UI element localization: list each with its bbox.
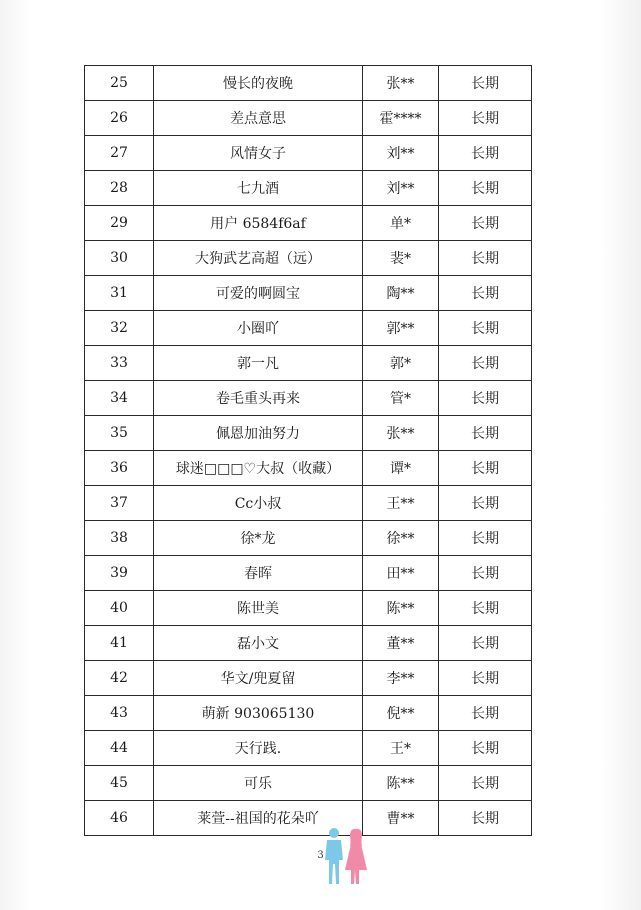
cell-number: 28	[85, 171, 154, 206]
cell-nickname: 佩恩加油努力	[154, 416, 363, 451]
cell-type: 长期	[439, 661, 532, 696]
cell-nickname: 慢长的夜晚	[154, 66, 363, 101]
cell-type: 长期	[439, 766, 532, 801]
cell-name: 田**	[363, 556, 439, 591]
cell-name: 陶**	[363, 276, 439, 311]
cell-name: 谭*	[363, 451, 439, 486]
table-row	[85, 66, 532, 101]
cell-nickname: 球迷□□□♡大叔（收藏）	[154, 451, 363, 486]
table-row	[85, 451, 532, 486]
cell-type: 长期	[439, 731, 532, 766]
cell-type: 长期	[439, 311, 532, 346]
cell-number: 26	[85, 101, 154, 136]
cell-name: 霍****	[363, 101, 439, 136]
cell-name: 郭**	[363, 311, 439, 346]
cell-number: 43	[85, 696, 154, 731]
cell-number: 30	[85, 241, 154, 276]
cell-name: 徐**	[363, 521, 439, 556]
cell-type: 长期	[439, 206, 532, 241]
cell-number: 38	[85, 521, 154, 556]
cell-number: 34	[85, 381, 154, 416]
cell-nickname: 七九酒	[154, 171, 363, 206]
cell-name: 董**	[363, 626, 439, 661]
cell-name: 曹**	[363, 801, 439, 836]
cell-number: 29	[85, 206, 154, 241]
cell-nickname: 风情女子	[154, 136, 363, 171]
cell-nickname: 卷毛重头再来	[154, 381, 363, 416]
cell-type: 长期	[439, 556, 532, 591]
cell-name: 郭*	[363, 346, 439, 381]
cell-type: 长期	[439, 486, 532, 521]
cell-name: 刘**	[363, 136, 439, 171]
table-row	[85, 521, 532, 556]
roster-table	[84, 65, 532, 836]
table-row	[85, 696, 532, 731]
cell-type: 长期	[439, 591, 532, 626]
cell-name: 陈**	[363, 766, 439, 801]
cell-nickname: 郭一凡	[154, 346, 363, 381]
cell-number: 45	[85, 766, 154, 801]
cell-name: 张**	[363, 416, 439, 451]
cell-nickname: 春晖	[154, 556, 363, 591]
table-row	[85, 241, 532, 276]
cell-nickname: 磊小文	[154, 626, 363, 661]
table-row	[85, 591, 532, 626]
table-row	[85, 731, 532, 766]
cell-nickname: 差点意思	[154, 101, 363, 136]
cell-nickname: 可乐	[154, 766, 363, 801]
male-figure	[325, 828, 343, 884]
table-row	[85, 801, 532, 836]
cell-name: 刘**	[363, 171, 439, 206]
cell-nickname: 小圈吖	[154, 311, 363, 346]
cell-name: 张**	[363, 66, 439, 101]
cell-nickname: 陈世美	[154, 591, 363, 626]
cell-name: 管*	[363, 381, 439, 416]
table-row	[85, 416, 532, 451]
cell-name: 单*	[363, 206, 439, 241]
cell-nickname: 萌新 903065130	[154, 696, 363, 731]
cell-nickname: 莱萱--祖国的花朵吖	[154, 801, 363, 836]
cell-number: 37	[85, 486, 154, 521]
cell-number: 32	[85, 311, 154, 346]
table-row	[85, 206, 532, 241]
table-row	[85, 626, 532, 661]
table-row	[85, 136, 532, 171]
cell-number: 40	[85, 591, 154, 626]
table-row	[85, 101, 532, 136]
cell-type: 长期	[439, 171, 532, 206]
cell-type: 长期	[439, 381, 532, 416]
cell-nickname: 大狗武艺高超（远）	[154, 241, 363, 276]
cell-nickname: 天行践.	[154, 731, 363, 766]
table-row	[85, 171, 532, 206]
cell-type: 长期	[439, 626, 532, 661]
cell-number: 42	[85, 661, 154, 696]
cell-number: 31	[85, 276, 154, 311]
cell-nickname: 用户 6584f6af	[154, 206, 363, 241]
cell-nickname: 可爱的啊圆宝	[154, 276, 363, 311]
cell-number: 41	[85, 626, 154, 661]
table-row	[85, 311, 532, 346]
cell-type: 长期	[439, 66, 532, 101]
cell-name: 裴*	[363, 241, 439, 276]
cell-nickname: 华文/兜夏留	[154, 661, 363, 696]
cell-number: 36	[85, 451, 154, 486]
cell-number: 39	[85, 556, 154, 591]
cell-type: 长期	[439, 276, 532, 311]
cell-number: 25	[85, 66, 154, 101]
cell-name: 陈**	[363, 591, 439, 626]
table-row	[85, 276, 532, 311]
roster-table-body	[85, 66, 532, 836]
cell-type: 长期	[439, 416, 532, 451]
cell-type: 长期	[439, 101, 532, 136]
cell-name: 王**	[363, 486, 439, 521]
cell-type: 长期	[439, 521, 532, 556]
table-row	[85, 661, 532, 696]
table-row	[85, 486, 532, 521]
page-number: 3	[317, 850, 324, 861]
cell-type: 长期	[439, 451, 532, 486]
table-row	[85, 381, 532, 416]
cell-name: 王*	[363, 731, 439, 766]
cell-type: 长期	[439, 696, 532, 731]
cell-nickname: 徐*龙	[154, 521, 363, 556]
cell-name: 倪**	[363, 696, 439, 731]
cell-number: 27	[85, 136, 154, 171]
cell-type: 长期	[439, 346, 532, 381]
cell-number: 46	[85, 801, 154, 836]
table-row	[85, 346, 532, 381]
table-row	[85, 556, 532, 591]
cell-type: 长期	[439, 801, 532, 836]
cell-name: 李**	[363, 661, 439, 696]
cell-type: 长期	[439, 241, 532, 276]
female-figure	[345, 829, 367, 884]
cell-nickname: Cc小叔	[154, 486, 363, 521]
couple-silhouette-icon	[316, 826, 376, 888]
cell-number: 33	[85, 346, 154, 381]
table-row	[85, 766, 532, 801]
cell-type: 长期	[439, 136, 532, 171]
cell-number: 44	[85, 731, 154, 766]
cell-number: 35	[85, 416, 154, 451]
